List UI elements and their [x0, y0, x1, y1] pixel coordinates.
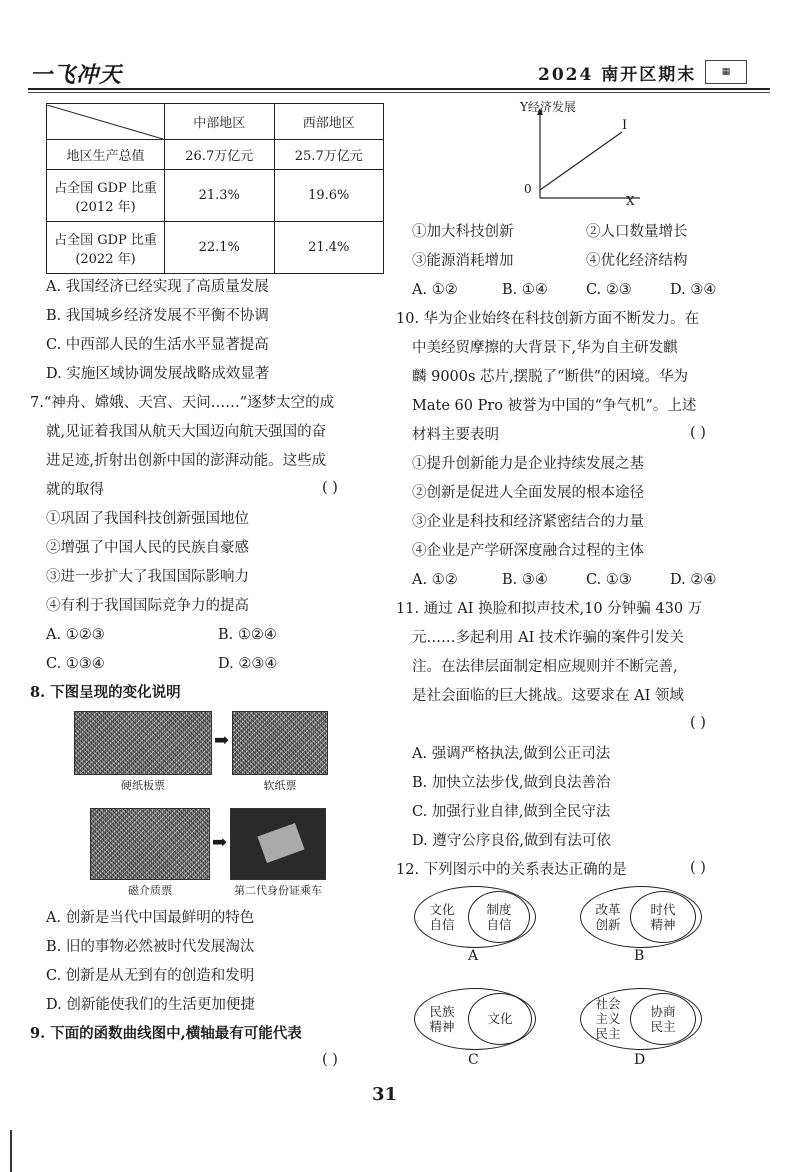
- q7-option-c: C. ①③④: [46, 656, 105, 672]
- publisher-logo: ▦: [705, 60, 747, 84]
- brand-logo-text: 一飞冲天: [30, 62, 123, 88]
- q7-item: ③进一步扩大了我国国际影响力: [46, 569, 249, 585]
- q7-item: ④有利于我国国际竞争力的提高: [46, 598, 249, 614]
- arrow-right-icon: ➡: [214, 730, 230, 751]
- q9-item: ③能源消耗增加: [412, 253, 514, 269]
- table-row-label: [47, 170, 165, 222]
- table-cell: 21.3%: [165, 170, 275, 222]
- q11-option-b: B. 加快立法步伐,做到良法善治: [412, 775, 611, 791]
- q11-stem-line: 注。在法律层面制定相应规则并不断完善,: [412, 659, 678, 675]
- q9-item: ④优化经济结构: [586, 253, 688, 269]
- q10-item: ②创新是促进人全面发展的根本途径: [412, 485, 644, 501]
- arrow-right-icon: ➡: [212, 832, 228, 853]
- table-cell: 26.7万亿元: [165, 140, 275, 170]
- caption-id-card: 第二代身份证乘车: [234, 884, 322, 897]
- q9-option-b: B. ①④: [502, 282, 548, 298]
- diagram-a-letter: A: [468, 948, 479, 964]
- q11-option-d: D. 遵守公序良俗,做到有法可依: [412, 833, 611, 849]
- q6-option-a: A. 我国经济已经实现了高质量发展: [46, 279, 269, 295]
- diagram-d-inner-label: 协商 民主: [650, 1004, 676, 1034]
- id-card-photo: [230, 808, 326, 880]
- q12-stem: 12. 下列图示中的关系表达正确的是: [396, 862, 627, 878]
- q11-answer-bracket: ( ): [690, 715, 706, 731]
- diagram-c-inner-label: 文化: [487, 1011, 513, 1026]
- caption-soft-ticket: 软纸票: [263, 779, 297, 792]
- table-header-central: 中部地区: [165, 104, 275, 140]
- diagonal-line: [47, 105, 163, 139]
- margin-mark: [10, 1130, 12, 1172]
- q7-item: ②增强了中国人民的民族自豪感: [46, 540, 249, 556]
- q9-stem: 9. 下面的函数曲线图中,横轴最有可能代表: [30, 1025, 302, 1042]
- q10-option-a: A. ①②: [412, 572, 458, 588]
- q7-option-b: B. ①②④: [218, 627, 277, 643]
- q7-option-a: A. ①②③: [46, 627, 105, 643]
- diagram-d-letter: D: [634, 1052, 646, 1068]
- q6-option-d: D. 实施区域协调发展战略成效显著: [46, 366, 270, 382]
- ticket-photo-magnetic: [90, 808, 210, 880]
- q9-option-a: A. ①②: [412, 282, 458, 298]
- q8-stem: 8. 下图呈现的变化说明: [30, 684, 181, 701]
- gdp-table: [46, 103, 384, 274]
- ticket-photo-hard: [74, 711, 212, 775]
- q6-option-c: C. 中西部人民的生活水平显著提高: [46, 337, 269, 353]
- q8-option-c: C. 创新是从无到有的创造和发明: [46, 968, 255, 984]
- q10-stem-line: 中美经贸摩擦的大背景下,华为自主研发麒: [412, 340, 678, 356]
- q10-item: ①提升创新能力是企业持续发展之基: [412, 456, 644, 472]
- q10-option-b: B. ③④: [502, 572, 548, 588]
- q10-item: ③企业是科技和经济紧密结合的力量: [412, 514, 644, 530]
- q11-option-c: C. 加强行业自律,做到全民守法: [412, 804, 611, 820]
- q10-stem-line: Mate 60 Pro 被誉为中国的“争气机”。上述: [412, 398, 697, 414]
- q11-option-a: A. 强调严格执法,做到公正司法: [412, 746, 611, 762]
- diagram-b-letter: B: [634, 948, 645, 964]
- q10-answer-bracket: ( ): [690, 425, 706, 441]
- graph-line-label: I: [622, 118, 628, 133]
- diagram-b-outer-label: 改革 创新: [595, 902, 621, 932]
- function-line: [540, 132, 622, 190]
- q8-option-d: D. 创新能使我们的生活更加便捷: [46, 997, 255, 1013]
- table-row-label: [47, 222, 165, 274]
- diagram-a-outer-label: 文化 自信: [429, 902, 455, 932]
- q7-stem-line: 进足迹,折射出创新中国的澎湃动能。这些成: [46, 453, 327, 469]
- table-cell: 21.4%: [274, 222, 384, 274]
- q10-stem-line: 10. 华为企业始终在科技创新方面不断发力。在: [396, 311, 700, 327]
- exam-title: 2024 南开区期末: [538, 65, 697, 85]
- ticket-photo-soft: [232, 711, 328, 775]
- function-graph: [510, 100, 670, 210]
- row-label-main: 占全国 GDP 比重: [54, 180, 157, 196]
- q7-stem-line: 就的取得: [46, 482, 104, 498]
- q7-stem-line: 7.“神舟、嫦娥、天宫、天问……”逐梦太空的成: [30, 395, 335, 411]
- table-cell: 22.1%: [165, 222, 275, 274]
- table-corner: [47, 104, 165, 140]
- table-row-label: 地区生产总值: [47, 140, 165, 170]
- q10-item: ④企业是产学研深度融合过程的主体: [412, 543, 644, 559]
- diagram-b-inner-label: 时代 精神: [650, 902, 676, 932]
- q7-stem-line: 就,见证着我国从航天大国迈向航天强国的奋: [46, 424, 327, 440]
- q8-option-a: A. 创新是当代中国最鲜明的特色: [46, 910, 255, 926]
- q7-item: ①巩固了我国科技创新强国地位: [46, 511, 249, 527]
- q11-stem-line: 11. 通过 AI 换脸和拟声技术,10 分钟骗 430 万: [396, 601, 703, 617]
- table-cell: 25.7万亿元: [274, 140, 384, 170]
- diagram-c-outer-label: 民族 精神: [429, 1004, 455, 1034]
- diagram-d-outer-label: 社会 主义 民主: [595, 996, 621, 1041]
- table-header-west: 西部地区: [274, 104, 384, 140]
- q9-option-c: C. ②③: [586, 282, 632, 298]
- caption-hard-ticket: 硬纸板票: [121, 779, 165, 792]
- q11-stem-line: 元……多起利用 AI 技术诈骗的案件引发关: [412, 630, 684, 646]
- q9-answer-bracket: ( ): [322, 1052, 338, 1068]
- table-cell: 19.6%: [274, 170, 384, 222]
- q6-option-b: B. 我国城乡经济发展不平衡不协调: [46, 308, 269, 324]
- q9-option-d: D. ③④: [670, 282, 717, 298]
- graph-origin-label: 0: [524, 182, 532, 196]
- row-label-main: 占全国 GDP 比重: [54, 232, 157, 248]
- header-rule-thin: [28, 92, 770, 93]
- graph-x-label: X: [626, 194, 635, 208]
- q10-option-d: D. ②④: [670, 572, 717, 588]
- page-number: 31: [372, 1084, 398, 1105]
- diagram-c-letter: C: [468, 1052, 479, 1068]
- q10-stem-line: 麟 9000s 芯片,摆脱了“断供”的困境。华为: [412, 369, 688, 385]
- q9-item: ①加大科技创新: [412, 224, 514, 240]
- q9-item: ②人口数量增长: [586, 224, 688, 240]
- q10-option-c: C. ①③: [586, 572, 632, 588]
- row-label-year: (2012 年): [75, 199, 136, 215]
- header-rule: [28, 88, 770, 90]
- q12-answer-bracket: ( ): [690, 860, 706, 876]
- q10-stem-line: 材料主要表明: [412, 427, 499, 443]
- q8-option-b: B. 旧的事物必然被时代发展淘汰: [46, 939, 255, 955]
- q7-option-d: D. ②③④: [218, 656, 278, 672]
- q7-answer-bracket: ( ): [322, 480, 338, 496]
- q11-stem-line: 是社会面临的巨大挑战。这要求在 AI 领域: [412, 688, 684, 704]
- diagram-a-inner-label: 制度 自信: [486, 902, 512, 932]
- graph-y-label: Y经济发展: [520, 100, 576, 114]
- caption-magnetic-ticket: 磁介质票: [128, 884, 172, 897]
- row-label-year: (2022 年): [75, 251, 136, 267]
